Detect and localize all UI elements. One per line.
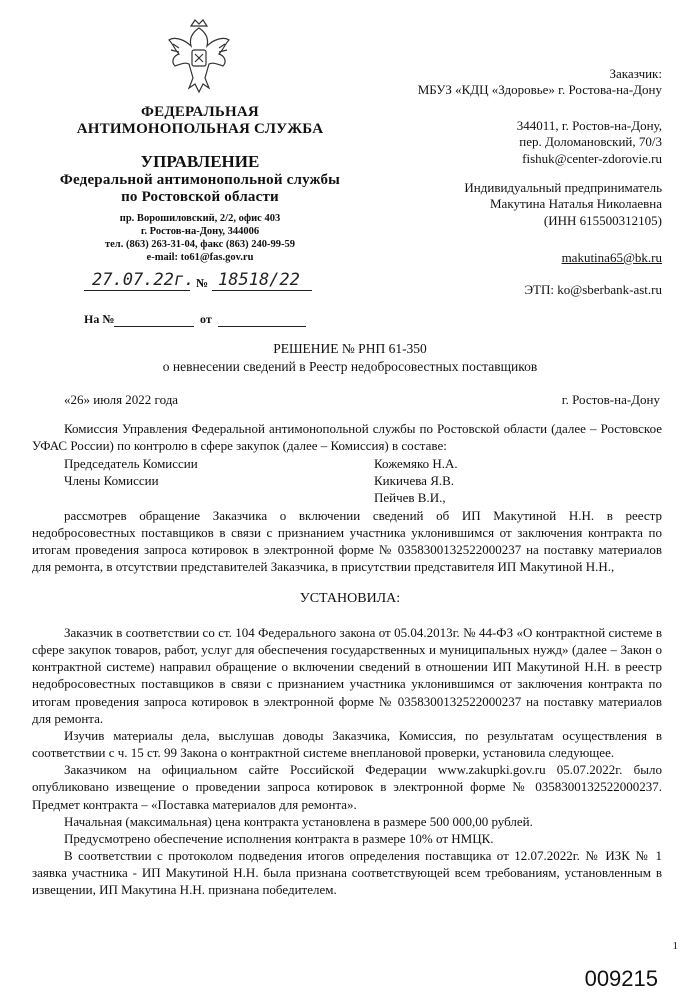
stamp-number: 009215 [584,966,658,991]
member2-name: Пейчев В.И., [374,490,446,505]
decision-city: г. Ростов-на-Дону [561,392,660,407]
handwritten-date: 27.07.22г. [92,270,195,290]
ip-block [464,180,662,229]
ip-name: Макутина Наталья Николаевна [490,196,662,212]
body-text [32,624,662,899]
coat-of-arms-emblem [165,18,233,98]
considered-paragraph [32,507,662,576]
customer-addr2: пер. Доломановский, 70/3 [519,134,662,150]
ip-email: makutina65@bk.ru [561,250,662,265]
decision-title-block [0,340,700,375]
contact-block [40,212,360,265]
reference-line [84,312,314,330]
commission-intro-text: Комиссия Управления Федеральной антимонопольной службы по Ростовской области (далее – Ростовское УФАС России) по контролю в сфере закупок (далее – Комиссия) в составе: [32,421,662,454]
ip-inn: (ИНН 615500312105) [543,212,662,228]
customer-name: МБУЗ «КДЦ «Здоровье» г. Ростова-на-Дону [417,82,662,98]
address-line1: пр. Ворошиловский, 2/2, офис 403 [119,213,281,224]
dept-line1: УПРАВЛЕНИЕ [140,152,260,171]
customer-block [418,66,662,99]
phone-line: тел. (863) 263-31-04, факс (863) 240-99-59 [104,239,296,251]
chair-label: Председатель Комиссии [64,456,198,471]
ref-ot-label: от [200,312,212,326]
number-label: № [196,276,209,290]
ip-email-block [562,250,662,266]
members-label: Члены Комиссии [64,473,159,488]
customer-addr1: 344011, г. Ростов-на-Дону, [516,118,662,133]
decision-date: «26» июля 2022 года [64,392,179,407]
body-paragraph: Заказчиком на официальном сайте Российской Федерации www.zakupki.gov.ru 05.07.2022г. было опубликовано извещение о проведении запроса котировок в электронной форме № 0358300132522000237. Предмет контракта – «Поставка материалов для ремонта». [32,762,662,812]
dept-line3: по Ростовской области [121,188,279,205]
agency-block [20,104,380,139]
handwritten-number: 18518/22 [218,270,300,290]
body-paragraph: Заказчик в соответствии со ст. 104 Федерального закона от 05.04.2013г. № 44-ФЗ «О контрактной системе в сфере закупок товаров, работ, услуг для обеспечения государственных и муниципальных нужд» (далее – Закон о контрактной системе) направил обращение о включении сведений в отношении ИП Макутиной Н.Н. в реестр недобросовестных поставщиков в связи с признанием участника уклонившимся от заключения контракта по итогам проведения запроса котировок в электронной форме № 0358300132522000237 на поставку материалов для ремонта. [32,625,662,726]
agency-line1: ФЕДЕРАЛЬНАЯ [141,104,259,120]
body-paragraph: Начальная (максимальная) цена контракта установлена в размере 500 000,00 рублей. [64,813,533,829]
department-block [20,152,380,206]
decision-title: РЕШЕНИЕ № РНП 61-350 [273,341,427,356]
member1-name: Кикичева Я.В. [374,473,455,488]
ref-na-label: На № [84,312,115,326]
customer-label: Заказчик: [609,66,662,81]
decision-subtitle: о невнесении сведений в Реестр недобросовестных поставщиков [162,358,538,374]
commission-intro [32,420,662,454]
body-paragraph: Изучив материалы дела, выслушав доводы Заказчика, Комиссия, по результатам осуществления в соответствии с ч. 15 ст. 99 Закона о контрактной системе внеплановой проверки, установила следующее. [32,727,662,761]
email-line: e-mail: to61@fas.gov.ru [146,252,254,264]
address-line2: г. Ростов-на-Дону, 344006 [140,226,260,238]
customer-email: fishuk@center-zdorovie.ru [522,150,662,166]
chair-name: Кожемяко Н.А. [374,456,458,471]
considered-text: рассмотрев обращение Заказчика о включении сведений об ИП Макутиной Н.Н. в реестр недобросовестных поставщиков в связи с признанием участника уклонившимся от заключения контракта по итогам проведения запроса котировок в электронной форме № 0358300132522000237 на поставку материалов для ремонта, в отсутствии представителей Заказчика, в присутствии представителя ИП Макутиной Н.Н., [32,508,662,575]
etp-line: ЭТП: ko@sberbank-ast.ru [524,282,662,297]
agency-line2: АНТИМОНОПОЛЬНАЯ СЛУЖБА [76,121,324,138]
established-heading: УСТАНОВИЛА: [299,591,401,606]
outgoing-number-line [84,270,314,292]
body-paragraph: Предусмотрено обеспечение исполнения контракта в размере 10% от НМЦК. [64,830,494,846]
dept-line2: Федеральной антимонопольной службы [59,171,341,188]
body-paragraph: В соответствии с протоколом подведения итогов определения поставщика от 12.07.2022г. № ИЗК № 1 заявка участника - ИП Макутиной Н.Н. была признана соответствующей всем требованиям, установленным в извещении, ИП Макутина Н.Н. признана победителем. [32,848,662,898]
ip-label: Индивидуальный предприниматель [464,180,662,195]
page-number: 1 [672,940,678,952]
etp-block [524,282,662,298]
customer-address-block [517,118,662,167]
